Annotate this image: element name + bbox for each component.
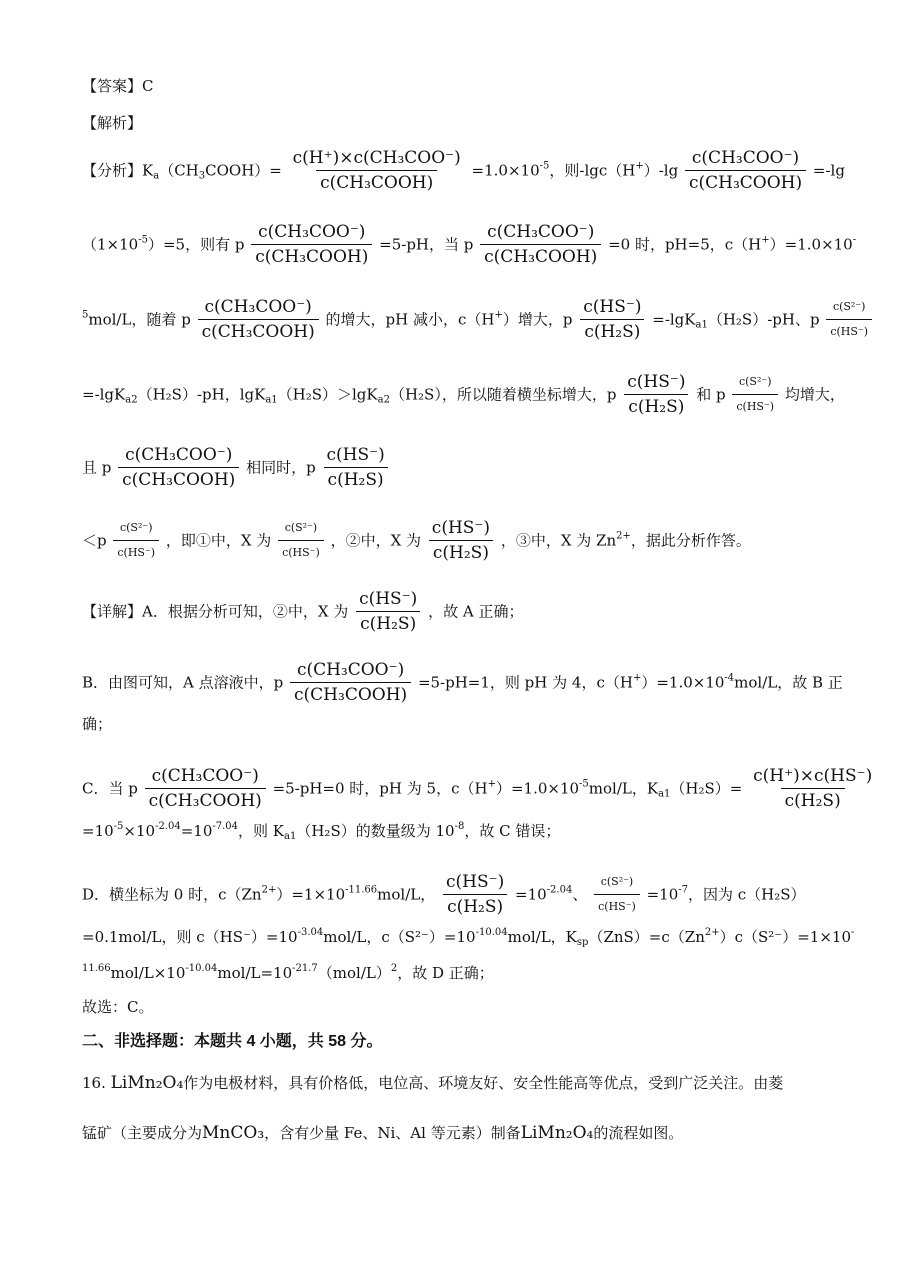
ratio-fraction: $\frac{\text{c(CH₃COO⁻)}}{\text{c(CH₃COOH)}}$ bbox=[290, 660, 411, 705]
section-heading: 二、非选择题：本题共 4 小题，共 58 分。 bbox=[82, 1033, 383, 1050]
ka-fraction: $\frac{\text{c(H⁺)×c(CH₃COO⁻)}}{\text{c(CH₃COOH)}}$ bbox=[292, 148, 461, 193]
analysis-line-4: =-lgK$_{a2}$（H₂S）-pH，lgK$_{a1}$（H₂S）＞lgK$_{a2}$（H₂S），所以随着横坐标增大，p $\frac{c(HS^-)}{\text{c(H₂S)}}$ 和 p $\frac{\text{c(S²⁻)}}{c(HS^-)}$ 均增大， bbox=[82, 372, 845, 417]
s-fraction: $\frac{\text{c(S²⁻)}}{c(HS^-)}$ bbox=[113, 518, 159, 563]
option-d-cont-2: $^{11.66}mol/L\times 10^{-10.04}mol/L=10^{-21.7}(mol/L)^2$，故 D 正确； bbox=[82, 963, 494, 982]
hs-fraction: $\frac{c(HS^-)}{\text{c(H₂S)}}$ bbox=[322, 445, 388, 490]
choose-line: 故选：C。 bbox=[82, 998, 154, 1016]
answer-line: 【答案】C bbox=[82, 77, 154, 95]
ratio-fraction: $\frac{\text{c(CH₃COO⁻)}}{\text{c(CH₃COOH)}}$ bbox=[480, 222, 601, 267]
s-fraction: $\frac{\text{c(S²⁻)}}{c(HS^-)}$ bbox=[826, 297, 872, 342]
option-d: D．横坐标为 0 时，$c(Zn^{2+})=1\times 10^{-11.66}mol/L$， $\frac{c(HS^-)}{\text{c(H₂S)}}$ $=10^{-2.04}$、 $\frac{\text{c(S²⁻)}}{c(HS^-)}$ $=10^{-7}$，因为 c（H₂S） bbox=[82, 872, 806, 917]
s-fraction: $\frac{\text{c(S²⁻)}}{c(HS^-)}$ bbox=[278, 518, 324, 563]
ratio-fraction: $\frac{\text{c(CH₃COO⁻)}}{\text{c(CH₃COOH)}}$ bbox=[251, 222, 372, 267]
option-c-cont: $=10^{-5}\times 10^{-2.04}=10^{-7.04}$，则 $K_{a1}(H_2S)$的数量级为 $10^{-8}$，故 C 错误； bbox=[82, 821, 561, 842]
option-c: C．当 p $\frac{\text{c(CH₃COO⁻)}}{\text{c(CH₃COOH)}}$ =5-pH=0 时，pH 为 5，$c(H^+)=1.0\times 10^{-5}mol/L$，$K_{a1}(H_2S)=$ $\frac{c(H^+)\times c(HS^-)}{\text{c(H₂S)}}$ bbox=[82, 766, 878, 811]
hs-fraction: $\frac{c(HS^-)}{\text{c(H₂S)}}$ bbox=[579, 297, 645, 342]
ratio-fraction: $\frac{\text{c(CH₃COO⁻)}}{\text{c(CH₃COOH)}}$ bbox=[145, 766, 266, 811]
question-16-line-2: 锰矿（主要成分为MnCO₃，含有少量 Fe、Ni、Al 等元素）制备LiMn₂O₄的流程如图。 bbox=[82, 1123, 684, 1143]
ka1-fraction: $\frac{c(H^+)\times c(HS^-)}{\text{c(H₂S)}}$ bbox=[753, 766, 873, 811]
hs-fraction: $\frac{c(HS^-)}{\text{c(H₂S)}}$ bbox=[428, 518, 494, 563]
hs-fraction: $\frac{c(HS^-)}{\text{c(H₂S)}}$ bbox=[355, 589, 421, 634]
option-d-cont: =0.1mol/L，则 $c(HS^-)=10^{-3.04}mol/L$，$c(S^{2-})=10^{-10.04}mol/L$，$K_{sp}(ZnS)=c(Zn^{2+})c(S^{2-})=1\times 10^-$ bbox=[82, 927, 855, 948]
analysis-formula-line: 【分析】$K_a(CH_3COOH)=$ $\frac{\text{c(H⁺)×c(CH₃COO⁻)}}{\text{c(CH₃COOH)}}$ $=1.0\times 10^{-5}$，则-lgc（H+）-lg $\frac{\text{c(CH₃COO⁻)}}{\text{c(CH₃COOH)}}$ =-lg bbox=[82, 148, 845, 193]
ratio-fraction: $\frac{\text{c(CH₃COO⁻)}}{\text{c(CH₃COOH)}}$ bbox=[118, 445, 239, 490]
hs-fraction: $\frac{c(HS^-)}{\text{c(H₂S)}}$ bbox=[623, 372, 689, 417]
ratio-fraction: $\frac{\text{c(CH₃COO⁻)}}{\text{c(CH₃COOH)}}$ bbox=[198, 297, 319, 342]
detail-option-a: 【详解】A．根据分析可知，②中，X 为 $\frac{c(HS^-)}{\text{c(H₂S)}}$ ，故 A 正确； bbox=[82, 589, 524, 634]
analysis-line-2: $(1\times 10^{-5})=5$，则有 p $\frac{\text{c(CH₃COO⁻)}}{\text{c(CH₃COOH)}}$ =5-pH，当 p $\frac{\text{c(CH₃COO⁻)}}{\text{c(CH₃COOH)}}$ =0 时，pH=5，c（H+）=1.0×10- bbox=[82, 222, 857, 267]
analysis-label: 【解析】 bbox=[82, 114, 143, 132]
analysis-line-3: $^5$mol/L，随着 p $\frac{\text{c(CH₃COO⁻)}}{\text{c(CH₃COOH)}}$ 的增大，pH 减小，c（H+）增大，p $\frac{c(HS^-)}{\text{c(H₂S)}}$ =-lgK$_{a1}$（H₂S）-pH、p $\frac{\text{c(S²⁻)}}{c(HS^-)}$ bbox=[82, 297, 874, 342]
question-16-line-1: 16. LiMn₂O₄作为电极材料，具有价格低，电位高、环境友好、安全性能高等优点，受到广泛关注。由菱 bbox=[82, 1073, 784, 1093]
s-fraction: $\frac{\text{c(S²⁻)}}{c(HS^-)}$ bbox=[594, 872, 640, 917]
option-b: B．由图可知，A 点溶液中，p $\frac{\text{c(CH₃COO⁻)}}{\text{c(CH₃COOH)}}$ =5-pH=1，则 pH 为 4，$c(H^+)=1.0\times 10^{-4}mol/L$，故 B 正 bbox=[82, 660, 843, 705]
option-b-cont: 确； bbox=[82, 715, 113, 733]
ratio-fraction: $\frac{\text{c(CH₃COO⁻)}}{\text{c(CH₃COOH)}}$ bbox=[685, 148, 806, 193]
s-fraction: $\frac{\text{c(S²⁻)}}{c(HS^-)}$ bbox=[732, 372, 778, 417]
analysis-line-5: 且 p $\frac{\text{c(CH₃COO⁻)}}{\text{c(CH₃COOH)}}$ 相同时，p $\frac{c(HS^-)}{\text{c(H₂S)}}$ bbox=[82, 445, 391, 490]
hs-fraction: $\frac{c(HS^-)}{\text{c(H₂S)}}$ bbox=[442, 872, 508, 917]
analysis-line-6: ＜p $\frac{\text{c(S²⁻)}}{c(HS^-)}$ ，即①中，X 为 $\frac{\text{c(S²⁻)}}{c(HS^-)}$ ，②中，X 为 $\frac{c(HS^-)}{\text{c(H₂S)}}$ ，③中，X 为 $Zn^{2+}$，据此分析作答。 bbox=[82, 518, 751, 563]
